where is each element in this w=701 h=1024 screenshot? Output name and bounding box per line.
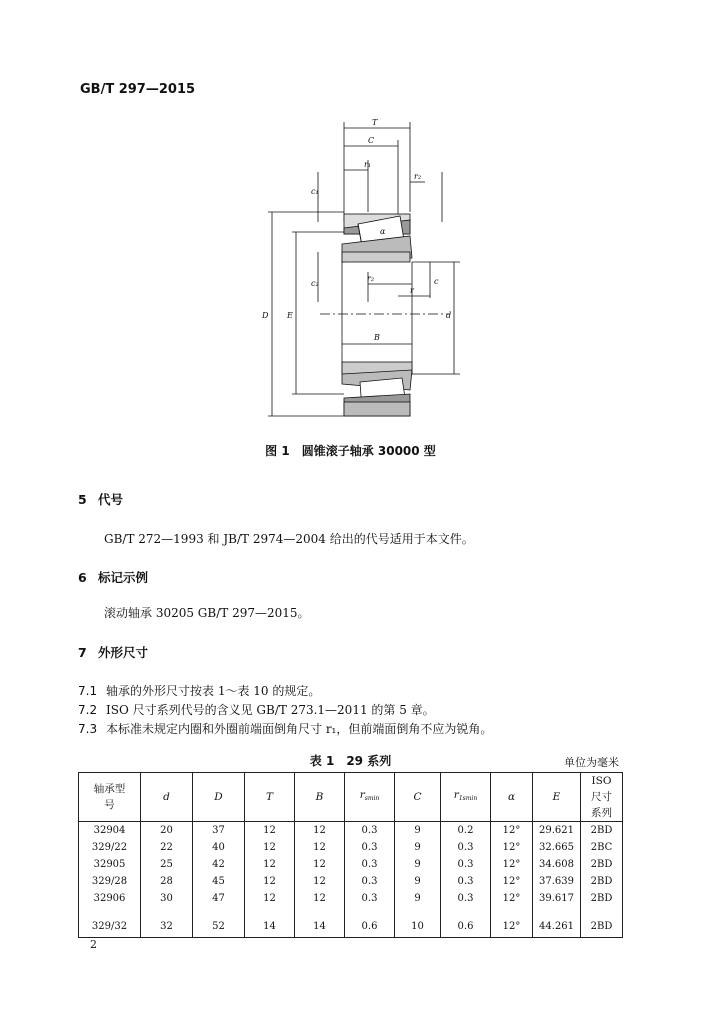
- section-title: 外形尺寸: [98, 645, 149, 660]
- clause-7-1: [78, 682, 320, 699]
- table-cell: 9: [395, 856, 441, 873]
- table-cell: 12: [295, 873, 345, 890]
- table-cell: 32.665: [533, 839, 581, 856]
- label-C: C: [368, 136, 375, 145]
- table-spacer-cell: [345, 907, 395, 915]
- table-spacer-cell: [581, 907, 623, 915]
- table-cell: 0.3: [441, 856, 491, 873]
- table-cell: 37.639: [533, 873, 581, 890]
- table-cell: 12: [245, 839, 295, 856]
- section-number: 7: [78, 645, 87, 660]
- table-cell: 12: [295, 822, 345, 840]
- table-cell: 12: [245, 890, 295, 907]
- col-T: T: [245, 773, 295, 822]
- table-cell: 45: [193, 873, 245, 890]
- table-cell: 32905: [79, 856, 141, 873]
- table-spacer-cell: [79, 907, 141, 915]
- table-cell: 0.3: [441, 839, 491, 856]
- col-alpha: α: [491, 773, 533, 822]
- col-E: E: [533, 773, 581, 822]
- section-7-heading: [78, 643, 148, 661]
- bearing-drawing: [250, 112, 480, 422]
- table-cell: 12°: [491, 873, 533, 890]
- table-row: [79, 890, 623, 907]
- col-d: d: [141, 773, 193, 822]
- table-cell: 20: [141, 822, 193, 840]
- table-cell: 12: [245, 856, 295, 873]
- table-cell: 39.617: [533, 890, 581, 907]
- table-cell: 12°: [491, 915, 533, 938]
- table-cell: 0.3: [345, 890, 395, 907]
- table-cell: 0.6: [441, 915, 491, 938]
- label-T: T: [372, 118, 378, 127]
- table-spacer-cell: [491, 907, 533, 915]
- clause-number: 7.3: [78, 722, 98, 736]
- table-cell: 32906: [79, 890, 141, 907]
- table-cell: 0.3: [345, 839, 395, 856]
- table-row: [79, 822, 623, 840]
- table-cell: 9: [395, 822, 441, 840]
- table-cell: 9: [395, 839, 441, 856]
- page-number: 2: [90, 938, 97, 951]
- table-cell: 2BD: [581, 890, 623, 907]
- table-cell: 0.3: [441, 873, 491, 890]
- table-cell: 329/32: [79, 915, 141, 938]
- table-cell: 12°: [491, 822, 533, 840]
- col-code: 轴承型号: [79, 773, 141, 822]
- table-cell: 12°: [491, 856, 533, 873]
- table-cell: 44.261: [533, 915, 581, 938]
- table-cell: 12: [245, 822, 295, 840]
- section-6-heading: [78, 568, 148, 586]
- table-cell: 0.3: [441, 890, 491, 907]
- table-cell: 47: [193, 890, 245, 907]
- clause-number: 7.2: [78, 703, 98, 717]
- clause-text: ISO 尺寸系列代号的含义见 GB/T 273.1—2011 的第 5 章。: [106, 703, 435, 717]
- table-cell: 0.3: [345, 822, 395, 840]
- clause-text: 轴承的外形尺寸按表 1～表 10 的规定。: [106, 684, 321, 698]
- label-c: c: [434, 277, 439, 286]
- label-r2: r₂: [414, 172, 422, 181]
- table-header-row: [79, 773, 623, 822]
- label-D: D: [262, 311, 269, 320]
- label-c2: c₂: [311, 279, 319, 288]
- table-cell: 14: [295, 915, 345, 938]
- table-row: [79, 856, 623, 873]
- clause-7-3: [78, 720, 492, 737]
- table-cell: 12: [295, 856, 345, 873]
- table-spacer-cell: [245, 907, 295, 915]
- table-cell: 14: [245, 915, 295, 938]
- label-B: B: [374, 333, 380, 342]
- table-cell: 22: [141, 839, 193, 856]
- standard-header: GB/T 297—2015: [80, 82, 196, 97]
- table-cell: 52: [193, 915, 245, 938]
- table-cell: 0.3: [345, 856, 395, 873]
- table-cell: 34.608: [533, 856, 581, 873]
- table-cell: 12: [245, 873, 295, 890]
- table-row: [79, 839, 623, 856]
- table-cell: 2BD: [581, 915, 623, 938]
- table-spacer-cell: [395, 907, 441, 915]
- label-r3: r₂: [367, 274, 375, 283]
- label-c1: c₁: [311, 187, 319, 196]
- col-r1smin: $r_{1smin}$: [441, 773, 491, 822]
- table-cell: 10: [395, 915, 441, 938]
- table-cell: 2BC: [581, 839, 623, 856]
- col-rsmin: $r_{smin}$: [345, 773, 395, 822]
- table-cell: 30: [141, 890, 193, 907]
- col-D: D: [193, 773, 245, 822]
- table-cell: 9: [395, 890, 441, 907]
- table-cell: 25: [141, 856, 193, 873]
- table-cell: 329/22: [79, 839, 141, 856]
- table-spacer-cell: [533, 907, 581, 915]
- section-6-text: 滚动轴承 30205 GB/T 297—2015。: [104, 606, 310, 620]
- figure-caption: 图 1 圆锥滚子轴承 30000 型: [265, 444, 436, 458]
- table-cell: 32904: [79, 822, 141, 840]
- table-spacer-cell: [295, 907, 345, 915]
- section-number: 5: [78, 492, 87, 507]
- table-cell: 0.2: [441, 822, 491, 840]
- table-cell: 9: [395, 873, 441, 890]
- section-title: 代号: [98, 492, 124, 507]
- table-unit: 单位为毫米: [564, 756, 619, 769]
- col-B: B: [295, 773, 345, 822]
- label-alpha: α: [380, 227, 386, 236]
- table-cell: 12: [295, 890, 345, 907]
- table-spacer-cell: [441, 907, 491, 915]
- section-5-text: GB/T 272—1993 和 JB/T 2974—2004 给出的代号适用于本文件。: [104, 532, 474, 546]
- table-cell: 28: [141, 873, 193, 890]
- dimensions-table: [78, 772, 623, 938]
- label-r: r: [410, 286, 414, 295]
- table-caption: 表 1 29 系列: [309, 754, 392, 768]
- label-E: E: [287, 311, 293, 320]
- section-number: 6: [78, 570, 87, 585]
- table-cell: 0.3: [345, 873, 395, 890]
- table-cell: 29.621: [533, 822, 581, 840]
- table-cell: 42: [193, 856, 245, 873]
- table-cell: 40: [193, 839, 245, 856]
- table-spacer-cell: [141, 907, 193, 915]
- table-cell: 37: [193, 822, 245, 840]
- table-cell: 12: [295, 839, 345, 856]
- table-row: [79, 873, 623, 890]
- table-spacer-row: [79, 907, 623, 915]
- table-cell: 12°: [491, 839, 533, 856]
- table-spacer-cell: [193, 907, 245, 915]
- table-cell: 0.6: [345, 915, 395, 938]
- table-cell: 329/28: [79, 873, 141, 890]
- table-cell: 32: [141, 915, 193, 938]
- table-cell: 2BD: [581, 822, 623, 840]
- col-C: C: [395, 773, 441, 822]
- col-iso: ISO尺寸系列: [581, 773, 623, 822]
- clause-text: 本标准未规定内圈和外圈前端面倒角尺寸 r₁，但前端面倒角不应为锐角。: [106, 722, 493, 736]
- label-r1: r₁: [364, 160, 372, 169]
- clause-number: 7.1: [78, 684, 98, 698]
- clause-7-2: [78, 701, 435, 718]
- section-title: 标记示例: [98, 570, 149, 585]
- table-row: [79, 915, 623, 938]
- label-d: d: [446, 311, 452, 320]
- section-5-heading: [78, 490, 123, 508]
- table-cell: 2BD: [581, 873, 623, 890]
- table-cell: 12°: [491, 890, 533, 907]
- table-cell: 2BD: [581, 856, 623, 873]
